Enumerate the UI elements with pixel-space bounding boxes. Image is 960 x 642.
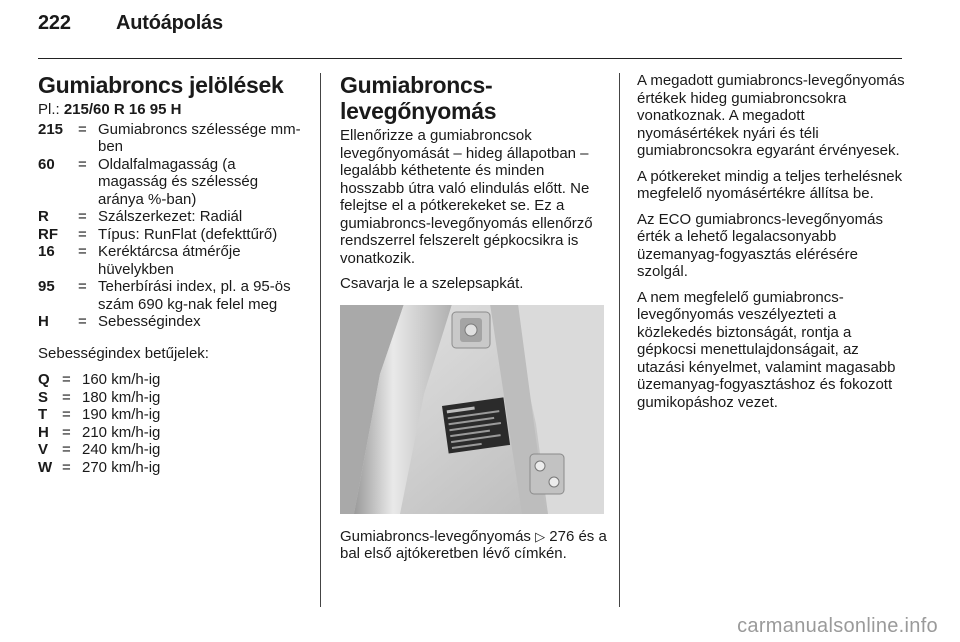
marking-desc: Típus: RunFlat (defekttűrő) [98,225,278,243]
speed-index-list [38,371,306,476]
example-line [38,101,306,119]
speed-key: V [38,441,49,458]
list-item [38,424,306,442]
pressure-check-paragraph: Ellenőrizze a gumiabroncsok levegőnyomását – hideg állapotban – legalább kéthetente és minden hosszabb útra való elindulás előtt. Ne felejtse el a pótkerekeket se. Ez a gumiabroncs-levegőnyomás ellenőrző rendszerrel felszerelt gépkocsikra is vonatkozik. [340,127,593,267]
marking-key: RF [38,225,58,243]
speed-key: H [38,423,49,441]
incorrect-pressure-paragraph: A nem megfelelő gumiabroncs-levegőnyomás veszélyezteti a közlekedés biztonságát, rontja a gépkocsi menettulajdonságait, az utazási kényelmet, valamint magasabb üzemanyag-fogyasztáshoz és fokozott gumikopáshoz vezet. [637,288,896,411]
caption-text-2: 276 és a bal első ajtókeretben lévő címkén. [340,527,607,562]
list-item [38,226,306,244]
speed-desc: 240 km/h-ig [82,441,161,458]
marking-key: H [38,313,49,330]
list-item [38,406,306,424]
page-number: 222 [38,12,71,34]
column-divider-2 [619,73,620,607]
column-pressure-notes [637,72,905,419]
tire-pressure-heading: Gumiabroncs-levegőnyomás [340,72,497,124]
header-divider [38,58,902,59]
column-divider-1 [320,73,321,607]
reference-arrow-icon: ▷ [535,528,546,544]
list-item [38,278,306,313]
marking-desc: Teherbírási index, pl. a 95-ös szám 690 kg-nak felel meg [98,278,291,313]
list-item [38,156,306,209]
section-title: Autóápolás [116,12,223,34]
marking-key: R [38,208,49,225]
marking-desc: Szálszerkezet: Radiál [98,208,243,225]
marking-key: 16 [38,243,55,260]
column-tire-markings [38,72,306,476]
marking-key: 215 [38,120,64,138]
eco-pressure-paragraph: Az ECO gumiabroncs-levegőnyomás érték a lehető legalacsonyabb üzemanyag-fogyasztás elérésére szolgál. [637,210,883,280]
equals-sign: = [62,423,71,441]
spare-wheel-paragraph: A pótkereket mindig a teljes terhelésnek megfelelő nyomásértékre állítsa be. [637,167,903,202]
speed-index-intro: Sebességindex betűjelek: [38,344,209,362]
equals-sign: = [78,225,87,243]
speed-desc: 270 km/h-ig [82,458,161,476]
equals-sign: = [78,155,87,173]
marking-key: 95 [38,278,55,295]
list-item [38,121,306,156]
page-header [38,12,223,35]
equals-sign: = [78,208,87,225]
speed-key: S [38,388,49,406]
equals-sign: = [62,371,71,388]
list-item [38,441,306,459]
column-tire-pressure [340,72,608,571]
speed-desc: 210 km/h-ig [82,423,161,441]
equals-sign: = [78,243,87,260]
list-item [38,243,306,278]
list-item [38,389,306,407]
speed-desc: 160 km/h-ig [82,371,161,388]
tire-markings-heading: Gumiabroncs jelölések [38,72,284,98]
list-item [38,208,306,226]
marking-key: 60 [38,155,55,173]
speed-key: Q [38,371,50,388]
marking-desc: Keréktárcsa átmérője hüvelykben [98,243,241,278]
list-item [38,371,306,389]
example-prefix: Pl.: [38,101,64,118]
equals-sign: = [78,120,87,138]
list-item [38,313,306,331]
equals-sign: = [62,458,71,476]
speed-desc: 180 km/h-ig [82,388,161,406]
cold-tire-paragraph: A megadott gumiabroncs-levegőnyomás értékek hideg gumiabroncsokra vonatkoznak. A megadott nyomásértékek nyári és téli gumiabroncsokra egyaránt érvényesek. [637,72,905,159]
watermark-text: carmanualsonline.info [737,615,938,637]
speed-desc: 190 km/h-ig [82,406,161,423]
caption-text-1: Gumiabroncs-levegőnyomás [340,527,536,545]
speed-key: T [38,406,48,423]
photo-caption [340,528,608,563]
speed-key: W [38,458,53,476]
equals-sign: = [78,278,87,295]
equals-sign: = [62,388,71,406]
equals-sign: = [62,406,71,423]
equals-sign: = [78,313,87,330]
list-item [38,459,306,477]
markings-list [38,121,306,331]
marking-desc: Sebességindex [98,313,201,330]
marking-desc: Gumiabroncs szélessége mm-ben [98,120,301,155]
example-code: 215/60 R 16 95 H [63,101,182,118]
equals-sign: = [62,441,71,458]
marking-desc: Oldalfalmagasság (a magasság és szélesség aránya %-ban) [98,155,259,208]
valve-cap-paragraph: Csavarja le a szelepsapkát. [340,275,524,292]
door-frame-label-photo [340,304,604,514]
